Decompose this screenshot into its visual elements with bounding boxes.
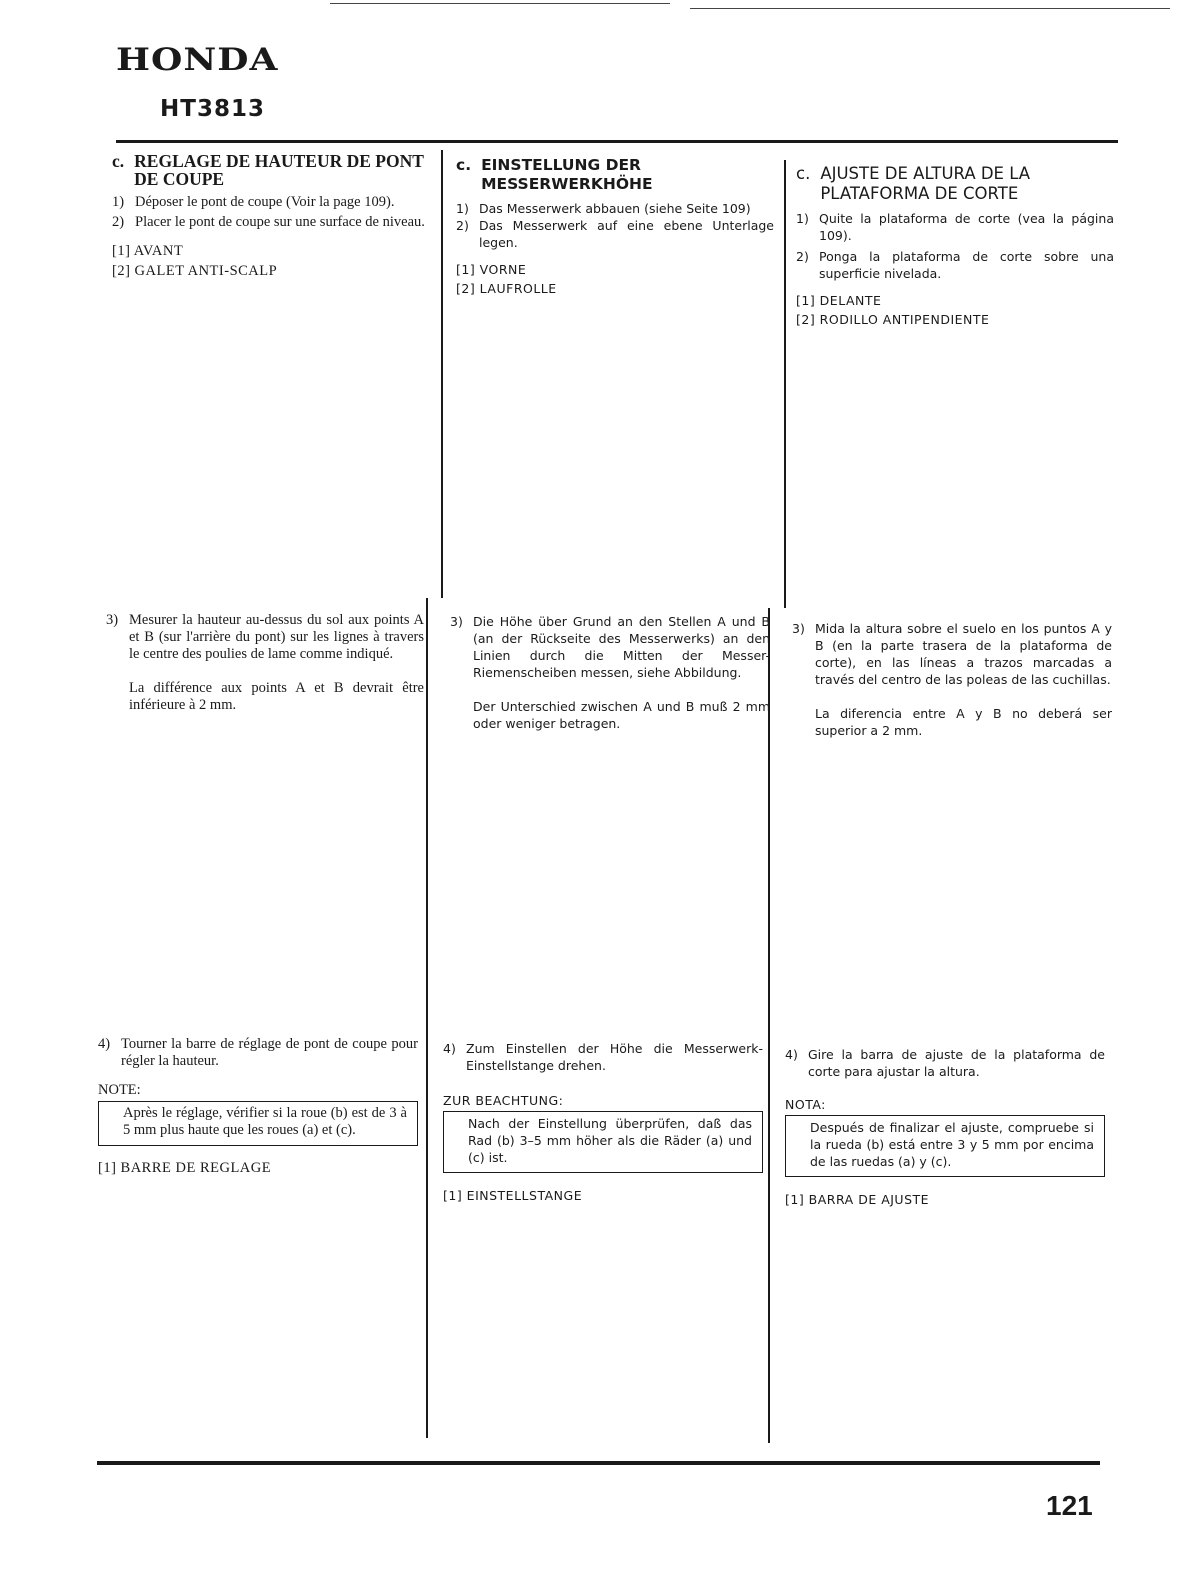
- top-decor-line-2: [690, 8, 1170, 9]
- column-divider-1b: [426, 598, 428, 1438]
- fr-label-1: [1] AVANT: [112, 243, 184, 259]
- es-heading-letter: c.: [796, 164, 811, 183]
- de-label-1: [1] VORNE: [456, 262, 527, 277]
- column-divider-2: [784, 160, 786, 608]
- es-heading-text: AJUSTE DE ALTURA DE LA PLATAFORMA DE CORTE: [820, 164, 1031, 203]
- es-note-label: NOTA:: [785, 1097, 826, 1112]
- column-divider-1: [441, 150, 443, 598]
- es-label-bottom: [1] BARRA DE AJUSTE: [785, 1192, 930, 1207]
- es-section-top: [796, 164, 1114, 328]
- de-step-2: 2) Das Messerwerk auf eine ebene Unterlage legen.: [456, 218, 774, 250]
- fr-heading: [112, 152, 430, 188]
- fr-note-box: Après le réglage, vérifier si la roue (b) est de 3 à 5 mm plus haute que les roues (a) et (c).: [98, 1101, 418, 1146]
- es-step-2: 2) Ponga la plataforma de corte sobre una superficie nivelada.: [796, 249, 1114, 281]
- de-label-bottom: [1] EINSTELLSTANGE: [443, 1188, 583, 1203]
- de-section-top: [456, 156, 774, 297]
- es-labels-top: [796, 292, 1114, 328]
- es-section-mid: [792, 620, 1112, 739]
- fr-step-2: 2) Placer le pont de coupe sur une surface de niveau.: [112, 214, 425, 230]
- column-divider-2b: [768, 608, 770, 1443]
- de-section-mid: [450, 613, 770, 732]
- page-number: 121: [1046, 1490, 1093, 1521]
- de-labels-top: [456, 261, 774, 297]
- footer-rule: [97, 1461, 1100, 1465]
- de-note-box: Nach der Einstellung überprüfen, daß das Rad (b) 3–5 mm höher als die Räder (a) und (c) ist.: [443, 1111, 763, 1173]
- fr-section-mid: [106, 612, 424, 714]
- de-heading-text: EINSTELLUNG DER MESSERWERKHÖHE: [481, 156, 653, 193]
- de-heading: [456, 156, 774, 194]
- brand-logo: HONDA: [116, 42, 279, 78]
- de-label-2: [2] LAUFROLLE: [456, 281, 557, 296]
- de-step-4: 4) Zum Einstellen der Höhe die Messerwerk-Einstellstange drehen.: [443, 1041, 763, 1073]
- de-step-1: 1) Das Messerwerk abbauen (siehe Seite 109): [456, 201, 751, 216]
- fr-step-1: 1) Déposer le pont de coupe (Voir la page 109).: [112, 194, 395, 210]
- model-number: HT3813: [160, 96, 265, 122]
- es-note-box: Después de finalizar el ajuste, compruebe si la rueda (b) está entre 3 y 5 mm por encima de las ruedas (a) y (c).: [785, 1115, 1105, 1177]
- es-step-3-note: La diferencia entre A y B no deberá ser superior a 2 mm.: [815, 706, 1112, 738]
- es-label-1: [1] DELANTE: [796, 293, 882, 308]
- fr-heading-letter: c.: [112, 151, 125, 171]
- es-heading: [796, 164, 1114, 204]
- top-decor-line-1: [330, 3, 670, 4]
- de-step-3: 3) Die Höhe über Grund an den Stellen A und B (an der Rückseite des Messerwerks) an den Linien durch die Mitten der Messer-Riemenscheiben messen, siehe Abbildung.: [450, 614, 770, 680]
- fr-label-bottom: [1] BARRE DE REGLAGE: [98, 1160, 272, 1176]
- es-label-2: [2] RODILLO ANTIPENDIENTE: [796, 312, 990, 327]
- fr-step-3: 3) Mesurer la hauteur au-dessus du sol aux points A et B (sur l'arrière du pont) sur les lignes à travers le centre des poulies de lame comme indiqué.: [106, 612, 424, 662]
- es-section-bottom: [785, 1046, 1105, 1208]
- fr-label-2: [2] GALET ANTI-SCALP: [112, 263, 278, 279]
- fr-heading-text: REGLAGE DE HAUTEUR DE PONT DE COUPE: [134, 151, 424, 189]
- es-step-4: 4) Gire la barra de ajuste de la plataforma de corte para ajustar la altura.: [785, 1047, 1105, 1079]
- de-note-label: ZUR BEACHTUNG:: [443, 1093, 564, 1108]
- fr-step-3-note: La différence aux points A et B devrait être inférieure à 2 mm.: [129, 680, 424, 713]
- es-step-3: 3) Mida la altura sobre el suelo en los puntos A y B (en la parte trasera de la plataforma de corte), en las líneas a trazos marcadas a través del centro de las poleas de las cuchillas.: [792, 621, 1112, 687]
- fr-labels-top: [112, 243, 430, 280]
- header-rule: [116, 140, 1118, 143]
- fr-section-bottom: [98, 1036, 418, 1177]
- de-heading-letter: c.: [456, 156, 472, 174]
- fr-note-label: NOTE:: [98, 1082, 141, 1098]
- fr-step-4: 4) Tourner la barre de réglage de pont de coupe pour régler la hauteur.: [98, 1036, 418, 1069]
- de-section-bottom: [443, 1040, 763, 1204]
- es-step-1: 1) Quite la plataforma de corte (vea la página 109).: [796, 211, 1114, 243]
- de-step-3-note: Der Unterschied zwischen A und B muß 2 mm oder weniger betragen.: [473, 699, 770, 731]
- fr-section-top: [112, 152, 430, 280]
